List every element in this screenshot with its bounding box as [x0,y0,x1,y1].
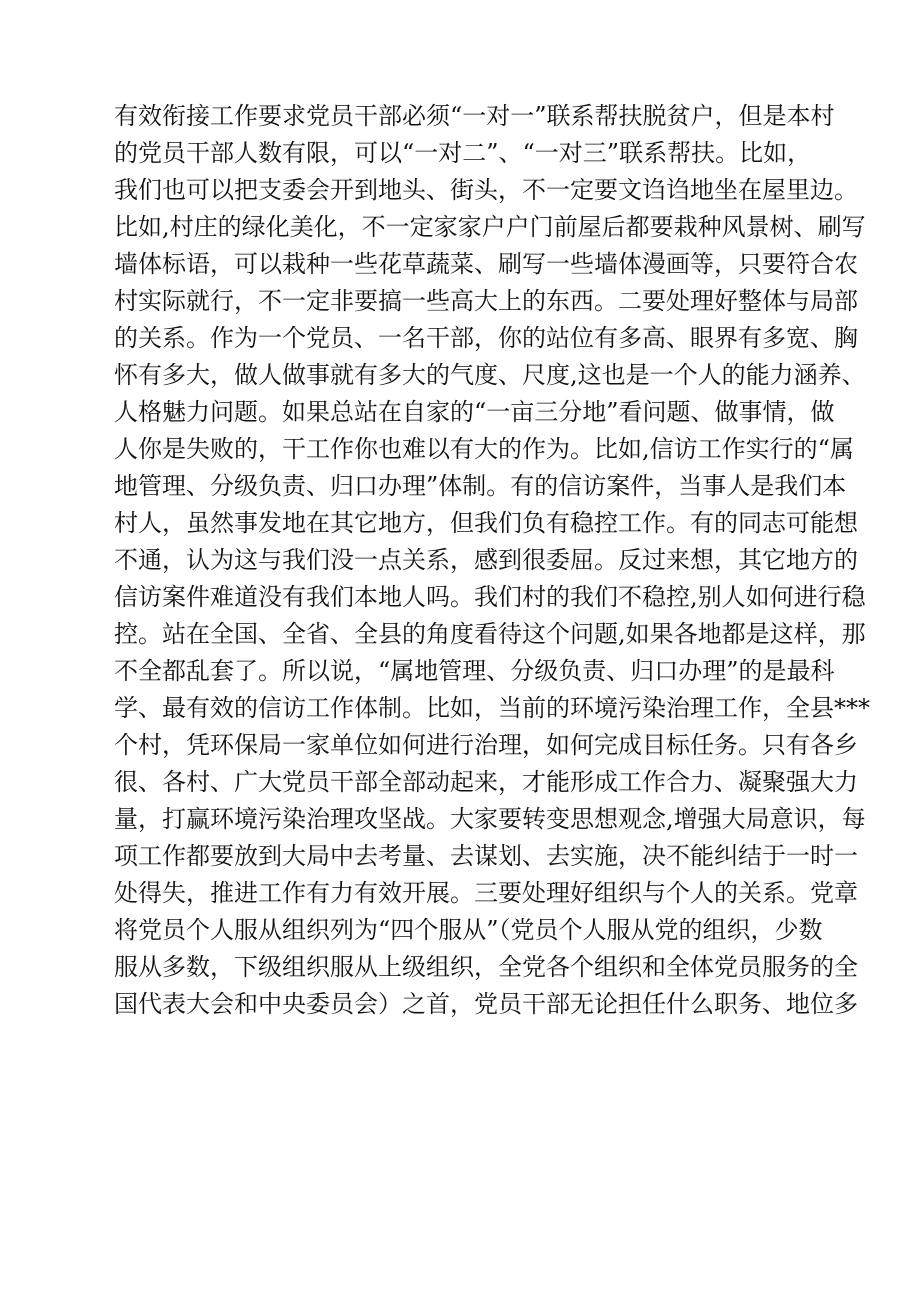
text-line: 信访案件难道没有我们本地人吗。我们村的我们不稳控,别人如何进行稳 [114,583,866,611]
text-line: 处得失，推进工作有力有效开展。三要处理好组织与个人的关系。党章 [114,879,858,907]
text-line: 将党员个人服从组织列为“四个服从”（党员个人服从党的组织，少数 [114,916,823,944]
text-line: 国代表大会和中央委员会）之首，党员干部无论担任什么职务、地位多 [114,990,858,1018]
text-line: 不通，认为这与我们没一点关系，感到很委屈。反过来想，其它地方的 [114,546,858,574]
text-line: 不全都乱套了。所以说，“属地管理、分级负责、归口办理”的是最科 [114,657,835,685]
body-paragraph [114,98,870,1023]
text-line: 项工作都要放到大局中去考量、去谋划、去实施，决不能纠结于一时一 [114,842,858,870]
text-line: 村实际就行，不一定非要搞一些高大上的东西。二要处理好整体与局部 [114,287,858,315]
text-line: 人格魅力问题。如果总站在自家的“一亩三分地”看问题、做事情，做 [114,398,835,426]
text-line: 量，打赢环境污染治理攻坚战。大家要转变思想观念,增强大局意识，每 [114,805,866,833]
text-line: 个村，凭环保局一家单位如何进行治理，如何完成目标任务。只有各乡 [114,731,858,759]
text-line: 服从多数，下级组织服从上级组织，全党各个组织和全体党员服务的全 [114,953,858,981]
text-line: 的关系。作为一个党员、一名干部，你的站位有多高、眼界有多宽、胸 [114,324,858,352]
text-line: 有效衔接工作要求党员干部必须“一对一”联系帮扶脱贫户，但是本村 [114,102,835,130]
text-line: 控。站在全国、全省、全县的角度看待这个问题,如果各地都是这样，那 [114,620,866,648]
text-line: 的党员干部人数有限，可以“一对二”、“一对三”联系帮扶。比如， [114,139,812,167]
text-line: 地管理、分级负责、归口办理”体制。有的信访案件，当事人是我们本 [114,472,847,500]
text-line: 村人，虽然事发地在其它地方，但我们负有稳控工作。有的同志可能想 [114,509,858,537]
text-line: 比如,村庄的绿化美化，不一定家家户户门前屋后都要栽种风景树、刷写 [114,213,866,241]
text-line: 人你是失败的，干工作你也难以有大的作为。比如,信访工作实行的“属 [114,435,854,463]
text-line: 墙体标语，可以栽种一些花草蔬菜、刷写一些墙体漫画等，只要符合农 [114,250,858,278]
text-line: 怀有多大，做人做事就有多大的气度、尺度,这也是一个人的能力涵养、 [114,361,866,389]
text-line: 很、各村、广大党员干部全部动起来，才能形成工作合力、凝聚强大力 [114,768,858,796]
text-line: 我们也可以把支委会开到地头、街头，不一定要文诌诌地坐在屋里边。 [114,176,858,204]
text-line: 学、最有效的信访工作体制。比如，当前的环境污染治理工作，全县*** [114,694,870,722]
